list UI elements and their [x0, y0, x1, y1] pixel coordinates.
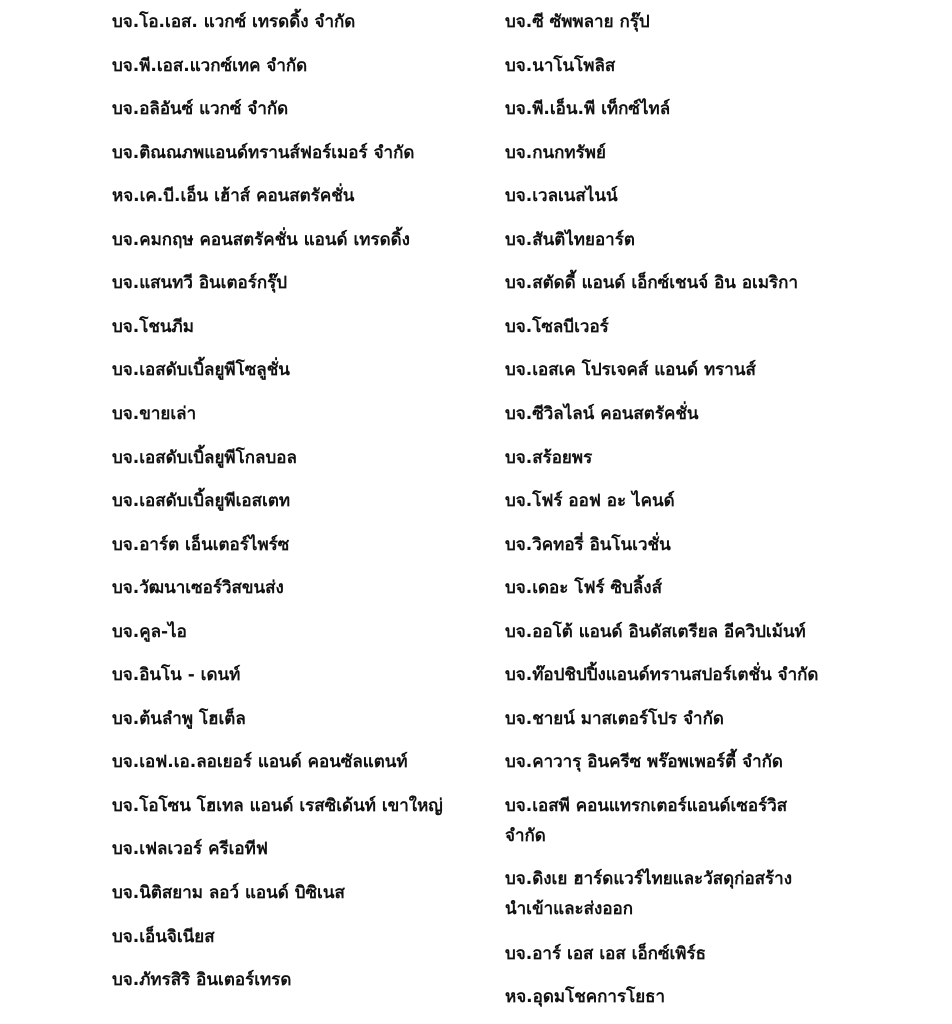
company-name-item: บจ.โอโซน โฮเทล แอนด์ เรสซิเด้นท์ เขาใหญ่	[112, 796, 443, 816]
company-name-item: บจ.พี.เอ็น.พี เท็กซ์ไทล์	[505, 99, 671, 119]
company-name-item: บจ.เอสดับเบิ้ลยูพีโกลบอล	[112, 448, 297, 468]
company-name-item: บจ.ซีวิลไลน์ คอนสตรัคชั่น	[505, 404, 699, 424]
company-name-item: บจ.ขายเล่า	[112, 404, 197, 424]
company-name-item: หจ.เค.บี.เอ็น เฮ้าส์ คอนสตรัคชั่น	[112, 186, 355, 206]
company-name-item: บจ.อินโน - เดนท์	[112, 665, 241, 685]
company-name-item: บจ.วัฒนาเซอร์วิสขนส่ง	[112, 578, 284, 598]
company-name-item: บจ.นาโนโพลิส	[505, 56, 616, 76]
company-name-item: บจ.ซี ซัพพลาย กรุ๊ป	[505, 12, 650, 32]
company-name-item: บจ.เดอะ โฟร์ ซิบลิ้งส์	[505, 578, 662, 598]
company-name-item: บจ.คาวารุ อินครีซ พร๊อพเพอร์ตี้ จำกัด	[505, 752, 783, 772]
company-name-item: บจ.คมกฤษ คอนสตรัคชั่น แอนด์ เทรดดิ้ง	[112, 230, 410, 250]
company-name-item: บจ.เอสพี คอนแทรกเตอร์แอนด์เซอร์วิส จำกัด	[505, 796, 788, 846]
company-name-item: บจ.โซลบีเวอร์	[505, 317, 609, 337]
company-name-item: บจ.ท๊อปชิปปิ้งแอนด์ทรานสปอร์เตชั่น จำกัด	[505, 665, 819, 685]
company-name-item: บจ.เอสดับเบิ้ลยูพีเอสเตท	[112, 491, 291, 511]
company-name-item: บจ.แสนทวี อินเตอร์กรุ๊ป	[112, 273, 288, 293]
company-name-item: บจ.อาร์ เอส เอส เอ็กซ์เพิร์ธ	[505, 944, 707, 964]
company-name-item: บจ.ออโต้ แอนด์ อินดัสเตรียล อีควิปเม้นท์	[505, 622, 806, 642]
company-name-item: บจ.สร้อยพร	[505, 448, 593, 468]
company-name-item: หจ.อุดมโชคการโยธา	[505, 987, 666, 1007]
company-name-item: บจ.ติณณภพแอนด์ทรานส์ฟอร์เมอร์ จำกัด	[112, 143, 415, 163]
company-name-item: บจ.อาร์ต เอ็นเตอร์ไพร์ซ	[112, 535, 290, 555]
company-name-item: บจ.เอฟ.เอ.ลอเยอร์ แอนด์ คอนซัลแตนท์	[112, 752, 408, 772]
company-name-item: บจ.อลิอันซ์ แวกซ์ จำกัด	[112, 99, 289, 119]
company-name-item: บจ.วิคทอรี่ อินโนเวชั่น	[505, 535, 671, 555]
company-name-item: บจ.ชายน์ มาสเตอร์โปร จำกัด	[505, 709, 724, 729]
company-name-item: บจ.นิติสยาม ลอว์ แอนด์ บิซิเนส	[112, 883, 345, 903]
company-name-item: บจ.สตัดดี้ แอนด์ เอ็กซ์เชนจ์ อิน อเมริกา	[505, 273, 799, 293]
company-name-item: บจ.เฟลเวอร์ ครีเอทีฟ	[112, 839, 268, 859]
company-name-item: บจ.โชนภีม	[112, 317, 194, 337]
company-name-item: บจ.พี.เอส.แวกซ์เทค จำกัด	[112, 56, 308, 76]
company-name-item: บจ.ดิงเย ฮาร์ดแวร์ไทยและวัสดุก่อสร้าง นำเข้าและส่งออก	[505, 869, 793, 919]
company-name-item: บจ.ภัทรสิริ อินเตอร์เทรด	[112, 970, 292, 990]
company-name-item: บจ.เอสเค โปรเจคส์ แอนด์ ทรานส์	[505, 360, 756, 380]
company-name-item: บจ.ต้นลำพู โฮเต็ล	[112, 709, 246, 729]
company-name-item: บจ.กนกทรัพย์	[505, 143, 606, 163]
company-name-item: บจ.เวลเนสไนน์	[505, 186, 618, 206]
company-name-item: บจ.โอ.เอส. แวกซ์ เทรดดิ้ง จำกัด	[112, 12, 356, 32]
company-name-item: บจ.โฟร์ ออฟ อะ ไคนด์	[505, 491, 675, 511]
company-name-item: บจ.คูล-ไอ	[112, 622, 187, 642]
company-name-item: บจ.สันติไทยอาร์ต	[505, 230, 635, 250]
company-name-item: บจ.เอ็นจิเนียส	[112, 927, 215, 947]
company-name-item: บจ.เอสดับเบิ้ลยูพีโซลูชั่น	[112, 360, 290, 380]
